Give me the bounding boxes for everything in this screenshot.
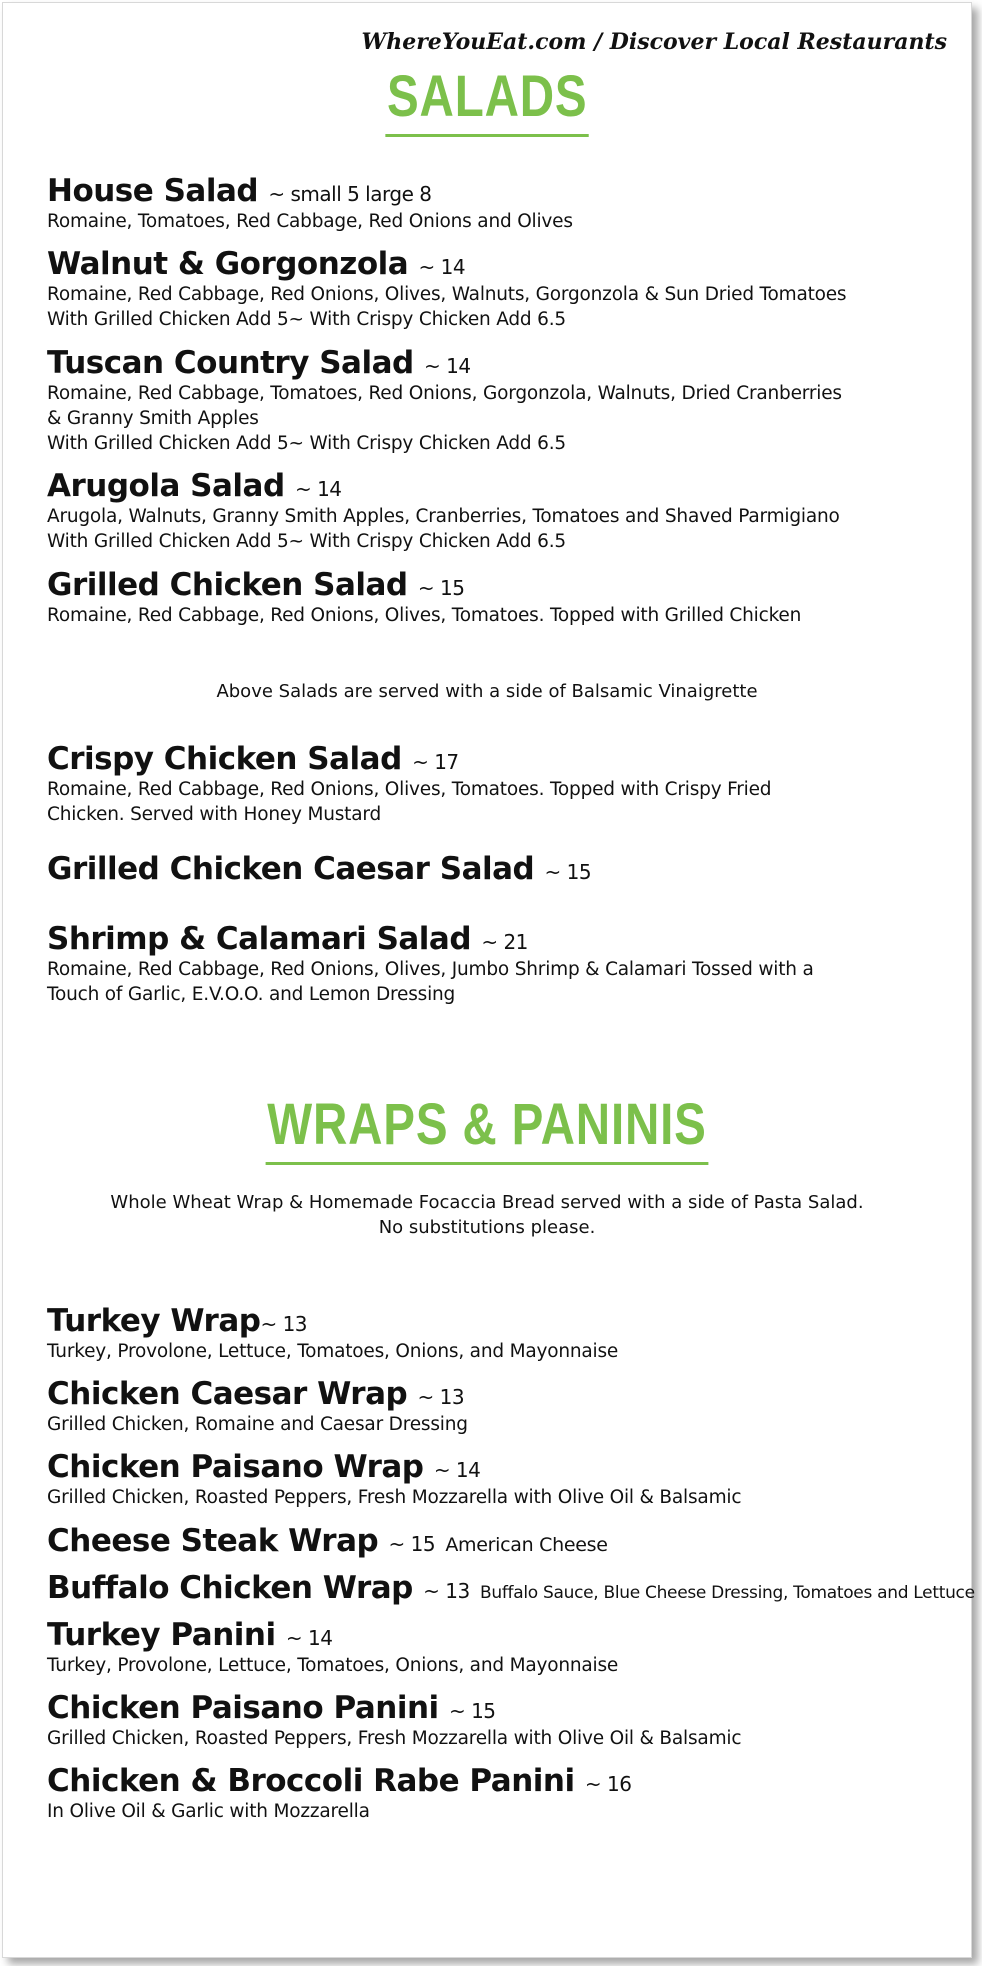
wraps-note: Whole Wheat Wrap & Homemade Focaccia Bread served with a side of Pasta Salad. No substitutions please. xyxy=(110,1192,864,1238)
item-name: Grilled Chicken Caesar Salad xyxy=(47,851,535,887)
item-price: ~ 15 xyxy=(388,1532,436,1556)
menu-item xyxy=(47,173,957,234)
item-description: Romaine, Red Cabbage, Red Onions, Olives, Walnuts, Gorgonzola & Sun Dried Tomatoes With Grilled Chicken Add 5~ With Crispy Chicken Add 6.5 xyxy=(47,284,847,330)
menu-item xyxy=(47,468,957,554)
item-description: Romaine, Red Cabbage, Red Onions, Olives, Tomatoes. Topped with Grilled Chicken xyxy=(47,605,802,626)
item-description: Turkey, Provolone, Lettuce, Tomatoes, Onions, and Mayonnaise xyxy=(47,1655,619,1676)
wraps-title: WRAPS & PANINIS xyxy=(3,1091,971,1165)
item-price: ~ 14 xyxy=(433,1458,481,1482)
item-price: ~ 13 xyxy=(423,1579,470,1603)
menu-item xyxy=(47,1523,957,1559)
item-name: Cheese Steak Wrap xyxy=(47,1523,379,1559)
menu-item xyxy=(47,741,957,827)
menu-item xyxy=(47,567,957,628)
item-name: Buffalo Chicken Wrap xyxy=(47,1570,413,1606)
item-description: Romaine, Red Cabbage, Red Onions, Olives, Tomatoes. Topped with Crispy Fried Chicken. Served with Honey Mustard xyxy=(47,779,772,825)
salads-title: SALADS xyxy=(3,63,971,137)
menu-item xyxy=(47,1376,957,1437)
item-description: Turkey, Provolone, Lettuce, Tomatoes, Onions, and Mayonnaise xyxy=(47,1341,619,1362)
menu-item xyxy=(47,1303,957,1364)
menu-item xyxy=(47,1570,975,1606)
item-inline-description: Buffalo Sauce, Blue Cheese Dressing, Tomatoes and Lettuce xyxy=(480,1583,975,1603)
item-name: House Salad xyxy=(47,173,259,209)
item-price: ~ 14 xyxy=(418,255,466,279)
menu-item xyxy=(47,1449,957,1510)
item-name: Turkey Wrap xyxy=(47,1303,261,1339)
item-name: Grilled Chicken Salad xyxy=(47,567,408,603)
item-price: ~ small 5 large 8 xyxy=(268,182,432,206)
menu-item xyxy=(47,1690,957,1751)
item-price: ~ 15 xyxy=(448,1699,496,1723)
item-name: Arugola Salad xyxy=(47,468,285,504)
item-inline-description: American Cheese xyxy=(445,1534,608,1556)
item-price: ~ 17 xyxy=(412,750,459,774)
item-name: Chicken Paisano Wrap xyxy=(47,1449,424,1485)
item-name: Turkey Panini xyxy=(47,1617,276,1653)
menu-page xyxy=(2,2,975,1958)
menu-item xyxy=(47,1617,957,1678)
item-description: Romaine, Red Cabbage, Red Onions, Olives, Jumbo Shrimp & Calamari Tossed with a Touch of Garlic, E.V.O.O. and Lemon Dressing xyxy=(47,959,814,1005)
item-description: Arugola, Walnuts, Granny Smith Apples, Cranberries, Tomatoes and Shaved Parmigiano With Grilled Chicken Add 5~ With Crispy Chicken Add 6.5 xyxy=(47,506,840,552)
item-name: Chicken & Broccoli Rabe Panini xyxy=(47,1763,575,1799)
menu-item xyxy=(47,851,957,887)
salads-note: Above Salads are served with a side of Balsamic Vinaigrette xyxy=(216,681,758,702)
item-price: ~ 14 xyxy=(294,477,342,501)
item-price: ~ 21 xyxy=(481,930,528,954)
menu-item xyxy=(47,1763,957,1824)
item-name: Chicken Caesar Wrap xyxy=(47,1376,408,1412)
item-price: ~ 14 xyxy=(285,1626,333,1650)
item-description: Grilled Chicken, Romaine and Caesar Dressing xyxy=(47,1414,468,1435)
menu-item xyxy=(47,246,957,332)
item-price: ~ 16 xyxy=(584,1772,632,1796)
item-price: ~ 13 xyxy=(260,1312,308,1336)
item-description: Grilled Chicken, Roasted Peppers, Fresh Mozzarella with Olive Oil & Balsamic xyxy=(47,1728,742,1749)
item-description: Grilled Chicken, Roasted Peppers, Fresh Mozzarella with Olive Oil & Balsamic xyxy=(47,1487,742,1508)
item-name: Chicken Paisano Panini xyxy=(47,1690,439,1726)
item-name: Shrimp & Calamari Salad xyxy=(47,921,472,957)
item-name: Tuscan Country Salad xyxy=(47,345,414,381)
menu-item xyxy=(47,345,957,456)
item-description: Romaine, Red Cabbage, Tomatoes, Red Onions, Gorgonzola, Walnuts, Dried Cranberries & Granny Smith Apples With Grilled Chicken Add 5~ With Crispy Chicken Add 6.5 xyxy=(47,383,842,454)
item-description: In Olive Oil & Garlic with Mozzarella xyxy=(47,1801,370,1822)
item-name: Crispy Chicken Salad xyxy=(47,741,402,777)
item-name: Walnut & Gorgonzola xyxy=(47,246,409,282)
menu-item xyxy=(47,921,957,1007)
item-price: ~ 13 xyxy=(417,1385,465,1409)
item-price: ~ 14 xyxy=(424,354,471,378)
site-credit: WhereYouEat.com / Discover Local Restaurants xyxy=(361,29,947,55)
item-price: ~ 15 xyxy=(544,860,592,884)
item-price: ~ 15 xyxy=(417,576,465,600)
item-description: Romaine, Tomatoes, Red Cabbage, Red Onions and Olives xyxy=(47,211,573,232)
